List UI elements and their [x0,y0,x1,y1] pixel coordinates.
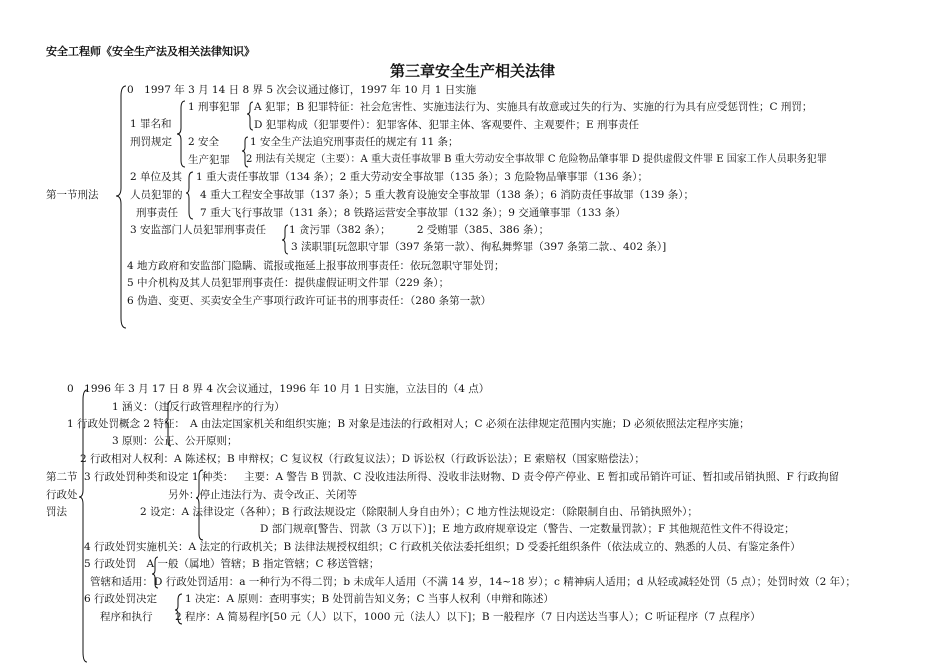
enforcement-agencies: 4 行政处罚实施机关：A 法定的行政机关；B 法律法规授权组织；C 行政机关依法委托组织；D 受委托组织条件（依法成立的、熟悉的人员、有鉴定条件） [84,541,801,553]
bracket-supervisor [282,225,288,254]
penalty-types-main: 主要：A 警告 B 罚款、C 没收违法所得、没收非法财物、D 责令停产停业、E 暂扣或吊销许可证、暂扣或吊销执照、F 行政拘留 [244,471,840,483]
penalty-principles: 3 原则：公正、公开原则； [112,435,238,447]
safety-crime-line2: 2 刑法有关规定（主要）：A 重大责任事故罪 B 重大劳动安全事故罪 C 危险物品肇事罪 D 提供虚假文件罪 E 国家工作人员职务犯罪 [246,154,827,165]
section2-intro: 0 1996 年 3 月 17 日 8 界 4 次会议通过，1996 年 10 月 1 日实施，立法目的（4 点） [67,383,490,395]
penalty-concept-label: 1 行政处罚概念 2 特征： [67,418,185,430]
bracket-section1 [116,86,126,328]
penalty-features: A 由法定国家机关和组织实施；B 对象是违法的行政相对人；C 必须在法律规定范围内实施；D 必须依照法定程序实施； [190,418,750,430]
decision-content: 1 决定：A 原则：查明事实；B 处罚前告知义务；C 当事人权利（申辩和陈述） [185,593,554,605]
document-header: 安全工程师《安全生产法及相关法律知识》 [46,45,255,58]
crime-and-penalty-label-2: 刑罚规定 [130,136,172,148]
safety-crime-label-2: 生产犯罪 [188,154,230,166]
unit-liability-line3: 7 重大飞行事故罪（131 条）；8 铁路运营安全事故罪（132 条）；9 交通肇事罪（133 条） [200,207,626,219]
chapter-title: 第三章安全生产相关法律 [390,62,556,80]
bracket-crime-penalty [177,101,185,167]
bracket-unit-liability [186,172,193,219]
safety-crime-line1: 1 安全生产法追究刑事责任的规定有 11 条； [250,136,459,148]
jurisdiction-line2: 管辖和适用： [90,576,153,588]
unit-liability-line1: 1 重大责任事故罪（134 条）；2 重大劳动安全事故罪（135 条）；3 危险物品肇事罪（136 条）； [196,171,648,183]
item-5-intermediary: 5 中介机构及其人员犯罪刑事责任：提供虚假证明文件罪（229 条）； [127,277,450,289]
unit-liability-label-1: 2 单位及其 [130,171,183,183]
unit-liability-label-3: 刑事责任 [136,207,178,219]
section2-label-3: 罚法 [46,506,67,518]
penalty-types-other: 另外：停止违法行为、责令改正、关闭等 [168,489,357,501]
penalty-setting-line2: D 部门规章[警告、罚款（3 万以下）]；E 地方政府规章设定（警告、一定数量罚款）；F 其他规范性文件不得设定； [260,523,795,535]
penalty-setting-line1: 2 设定：A 法律设定（各种）；B 行政法规设定（除限制人身自由外）；C 地方性法规设定：（除限制自由、吊销执照外）； [140,506,698,518]
jurisdiction-line1: 5 行政处罚 A 一般（属地）管辖；B 指定管辖；C 移送管辖； [84,558,380,570]
bracket-criminal-offence [247,102,253,130]
procedure-content: 2 程序：A 简易程序[50 元（人）以下，1000 元（法人）以下]；B 一般程序（7 日内送达当事人）；C 听证程序（7 点程序） [175,611,761,623]
section1-label: 第一节刑法 [46,189,99,201]
item-4-concealment: 4 地方政府和安监部门隐瞒、谎报或拖延上报事故刑事责任：依玩忽职守罪处罚； [127,260,505,272]
criminal-offence-head: 1 刑事犯罪 [188,101,241,113]
penalty-types-label: 3 行政处罚种类和设定 1 种类： [84,471,234,483]
unit-liability-label-2: 人员犯罪的 [130,189,183,201]
supervisor-crime-line2: 3 渎职罪[玩忽职守罪（397 条第一款）、徇私舞弊罪（397 条第二款.、402 条）] [291,241,667,253]
decision-procedure-label-2: 程序和执行 [100,611,153,623]
unit-liability-line2: 4 重大工程安全事故罪（137 条）；5 重大教育设施安全事故罪（138 条）；6 消防责任事故罪（139 条）； [200,189,694,201]
crime-and-penalty-label-1: 1 罪名和 [130,118,172,130]
penalty-application: D 行政处罚适用：a 一种行为不得二罚；b 未成年人适用（不满 14 岁，14~18 岁）；c 精神病人适用；d 从轻或减轻处罚（5 点）；处罚时效（2 年）； [154,576,856,588]
item-6-forgery: 6 伪造、变更、买卖安全生产事项行政许可证书的刑事责任：（280 条第一款） [127,295,492,307]
penalty-meaning: 1 涵义：（违反行政管理程序的行为） [112,401,285,413]
section2-label-1: 第二节 [46,471,78,483]
counterparty-rights: 2 行政相对人权利：A 陈述权；B 申辩权；C 复议权（行政复议法）；D 诉讼权（行政诉讼法）；E 索赔权（国家赔偿法）； [80,453,645,465]
criminal-offence-line1: A 犯罪；B 犯罪特征：社会危害性、实施违法行为、实施具有故意或过失的行为、实施的行为具有应受惩罚性；C 刑罚； [254,101,813,113]
supervisor-crime-head: 3 安监部门人员犯罪刑事责任 [130,224,267,236]
decision-procedure-label-1: 6 行政处罚决定 [84,593,158,605]
criminal-offence-line2: D 犯罪构成（犯罪要件）：犯罪客体、犯罪主体、客观要件、主观要件；E 刑事责任 [254,119,640,131]
supervisor-crime-line1: 1 贪污罪（382 条）； 2 受贿罪（385、386 条）； [289,224,550,236]
safety-crime-label-1: 2 安全 [188,136,220,148]
section2-label-2: 行政处 [46,489,78,501]
section1-intro: 0 1997 年 3 月 14 日 8 界 5 次会议通过修订，1997 年 10 月 1 日实施 [127,84,477,96]
